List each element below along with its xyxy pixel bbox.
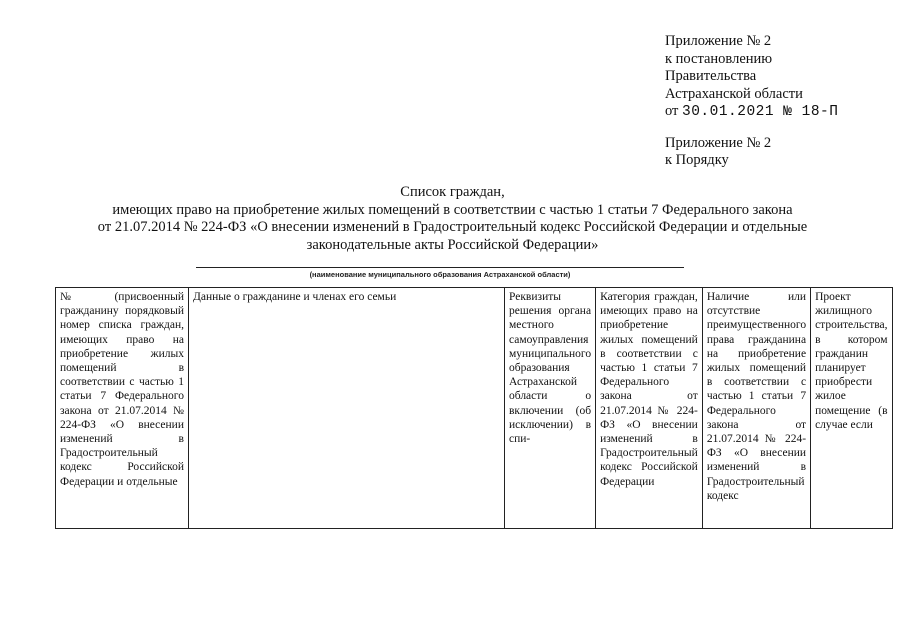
column-header-number: № (присвоенный гражданину порядковый номер списка граждан, имеющих право на приобретение жилых помещений в соответствии с частью 1 статьи 7 Федерального закона от 21.07.2014 № 224-ФЗ «О внесении изменений в Градостроительный кодекс Российской Федерации и отдельные: [56, 288, 189, 529]
appendix-date-line: [665, 103, 895, 122]
date-prefix: от: [665, 103, 679, 119]
appendix-line: Астраханской области: [665, 85, 803, 102]
municipality-caption: (наименование муниципального образования Астраханской области): [309, 270, 571, 279]
column-header-category: Категория граждан, имеющих право на приобретение жилых помещений в соответствии с частью 1 статьи 7 Федерального закона от 21.07.2014 № 224-ФЗ «О внесении изменений в Градостроительный кодекс Российской Федерации: [596, 288, 703, 529]
column-header-citizen-data: Данные о гражданине и членах его семьи: [189, 288, 505, 529]
appendix-line: Приложение № 2: [665, 33, 772, 49]
appendix-line: к постановлению: [665, 50, 773, 67]
title-line: Список граждан,: [400, 184, 505, 200]
column-header-decision-details: Реквизиты решения органа местного самоуправления муниципального образования Астраханской области о включении (об исключении) в спи-: [505, 288, 596, 529]
document-title: [40, 184, 865, 254]
column-header-preferential-right: Наличие или отсутствие преимущественного права гражданина на приобретение жилых помещений в соответствии с частью 1 статьи 7 Федерального закона от 21.07.2014 № 224-ФЗ «О внесении изменений в Градостроительный кодекс: [702, 288, 810, 529]
appendix-line: Правительства: [665, 68, 757, 84]
title-line: законодательные акты Российской Федерации»: [306, 236, 599, 253]
column-header-housing-project: Проект жилищного строительства, в котором гражданин планирует приобрести жилое помещение (в случае если: [811, 288, 892, 529]
appendix-line: к Порядку: [665, 152, 729, 168]
citizens-table: [55, 287, 893, 529]
appendix-line: Приложение № 2: [665, 134, 772, 151]
municipality-underline: [196, 267, 684, 268]
title-line: имеющих право на приобретение жилых помещений в соответствии с частью 1 статьи 7 Федерального закона: [112, 201, 793, 218]
table-header-row: [56, 288, 893, 529]
handwritten-date: 30.01.2021 № 18-П: [682, 104, 839, 120]
title-line: от 21.07.2014 № 224-ФЗ «О внесении изменений в Градостроительный кодекс Российской Федерации и отдельные: [97, 219, 808, 235]
appendix-header: [665, 33, 895, 170]
